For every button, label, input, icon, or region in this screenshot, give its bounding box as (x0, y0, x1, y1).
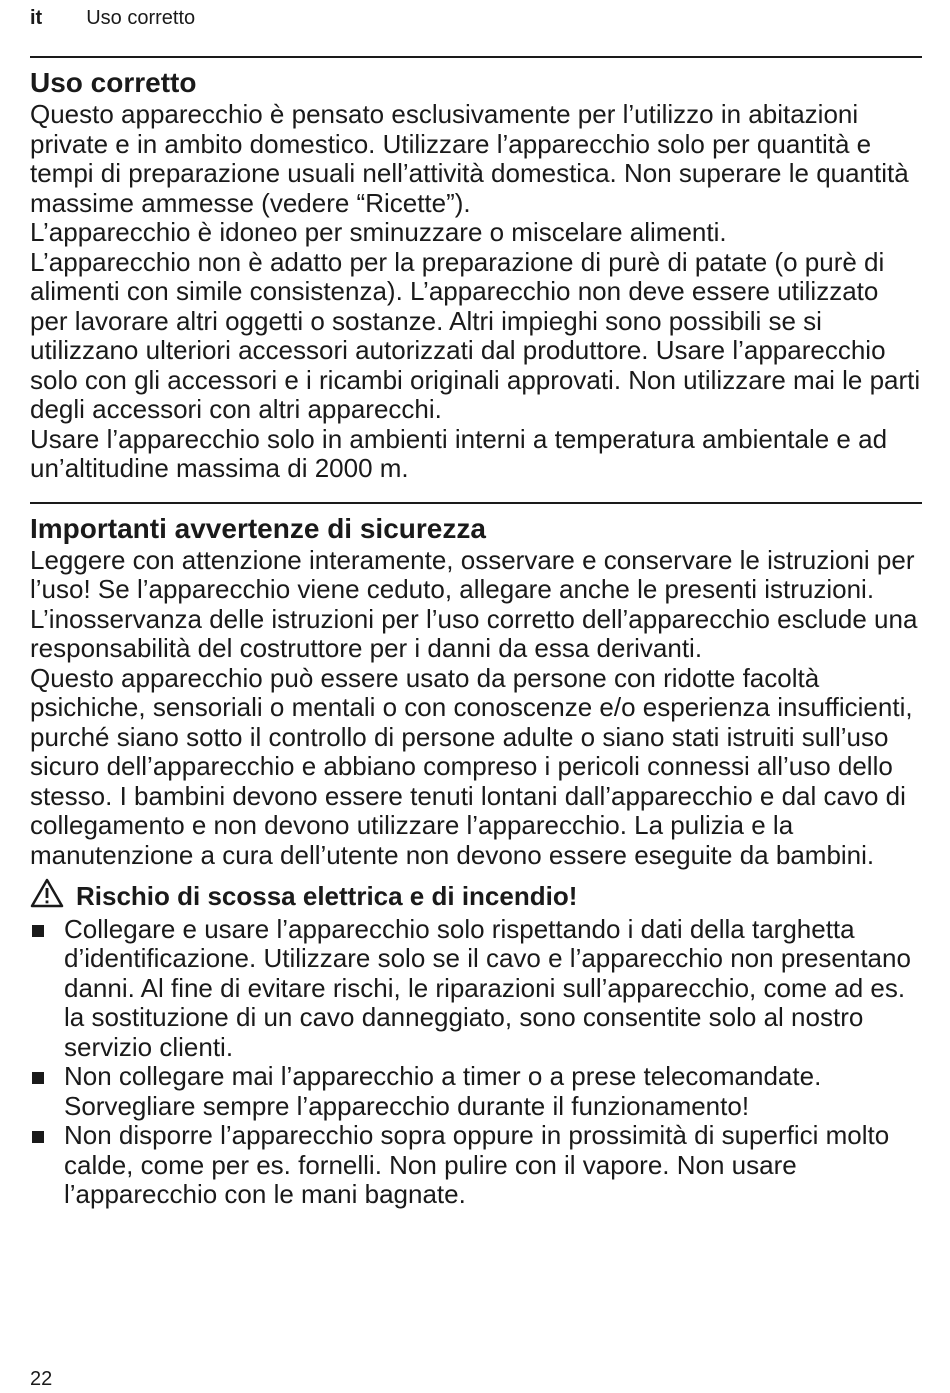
paragraph: L’apparecchio è idoneo per sminuzzare o miscelare alimenti. (30, 217, 727, 247)
list-item (30, 915, 922, 1063)
section-uso-corretto (30, 56, 922, 484)
warning-heading (30, 878, 922, 915)
running-title: Uso corretto (86, 7, 196, 29)
warning-list (30, 915, 922, 1210)
paragraph: Usare l’apparecchio solo in ambienti interni a temperatura ambientale e ad un’altitudine massima di 2000 m. (30, 423, 888, 483)
square-bullet-icon (32, 1072, 44, 1084)
square-bullet-icon (32, 1131, 44, 1143)
section-avvertenze-sicurezza (30, 502, 922, 1210)
list-item-text: Non collegare mai l’apparecchio a timer o a prese telecomandate. Sorvegliare sempre l’apparecchio durante il funzionamento! (64, 1061, 822, 1121)
warning-triangle-icon (30, 878, 64, 915)
list-item (30, 1121, 922, 1210)
section-heading-uso-corretto: Uso corretto (30, 67, 197, 98)
page-header (30, 6, 195, 30)
paragraph: Questo apparecchio è pensato esclusivamente per l’utilizzo in abitazioni private e in ambito domestico. Utilizzare l’apparecchio solo per quantità e tempi di preparazione usuali nell’attività domestica. Non superare le quantità massime ammesse (vedere “Ricette”). (30, 99, 909, 218)
square-bullet-icon (32, 925, 44, 937)
list-item-text: Non disporre l’apparecchio sopra oppure in prossimità di superfici molto calde, come per es. fornelli. Non pulire con il vapore. Non usare l’apparecchio con le mani bagnate. (64, 1120, 890, 1209)
section-heading-sicurezza: Importanti avvertenze di sicurezza (30, 512, 486, 544)
list-item-text: Collegare e usare l’apparecchio solo rispettando i dati della targhetta d’identificazione. Utilizzare solo se il cavo e l’apparecchio non presentano danni. Al fine di evitare rischi, le riparazioni sull’apparecchio, come ad es. la sostituzione di un cavo danneggiato, sono consentite solo al nostro servizio clienti. (64, 913, 911, 1062)
paragraph: Questo apparecchio può essere usato da persone con ridotte facoltà psichiche, sensoriali o mentali o con conoscenze e/o esperienza insufficienti, purché siano sotto il controllo di persone adulte o siano stati istruiti sull’uso sicuro dell’apparecchio e abbiano compreso i pericoli connessi all’uso dello stesso. I bambini devono essere tenuti lontani dall’apparecchio e dal cavo di collegamento e non devono utilizzare l’apparecchio. La pulizia e la manutenzione a cura dell’utente non devono essere eseguite da bambini. (30, 662, 913, 870)
warning-title: Rischio di scossa elettrica e di incendio! (76, 880, 578, 911)
page-content (30, 56, 922, 1210)
page-number: 22 (30, 1368, 53, 1390)
language-code: it (30, 7, 43, 29)
paragraph: Leggere con attenzione interamente, osservare e conservare le istruzioni per l’uso! Se l’apparecchio viene ceduto, allegare anche le presenti istruzioni. L’inosservanza delle istruzioni per l’uso corretto dell’apparecchio esclude una responsabilità del costruttore per i danni da essa derivanti. (30, 544, 918, 663)
list-item (30, 1062, 922, 1121)
paragraph: L’apparecchio non è adatto per la preparazione di purè di patate (o purè di alimenti con simile consistenza). L’apparecchio non deve essere utilizzato per lavorare altri oggetti o sostanze. Altri impieghi sono possibili se si utilizzano ulteriori accessori autorizzati dal produttore. Usare l’apparecchio solo con gli accessori e i ricambi originali approvati. Non utilizzare mai le parti degli accessori con altri apparecchi. (30, 246, 921, 424)
